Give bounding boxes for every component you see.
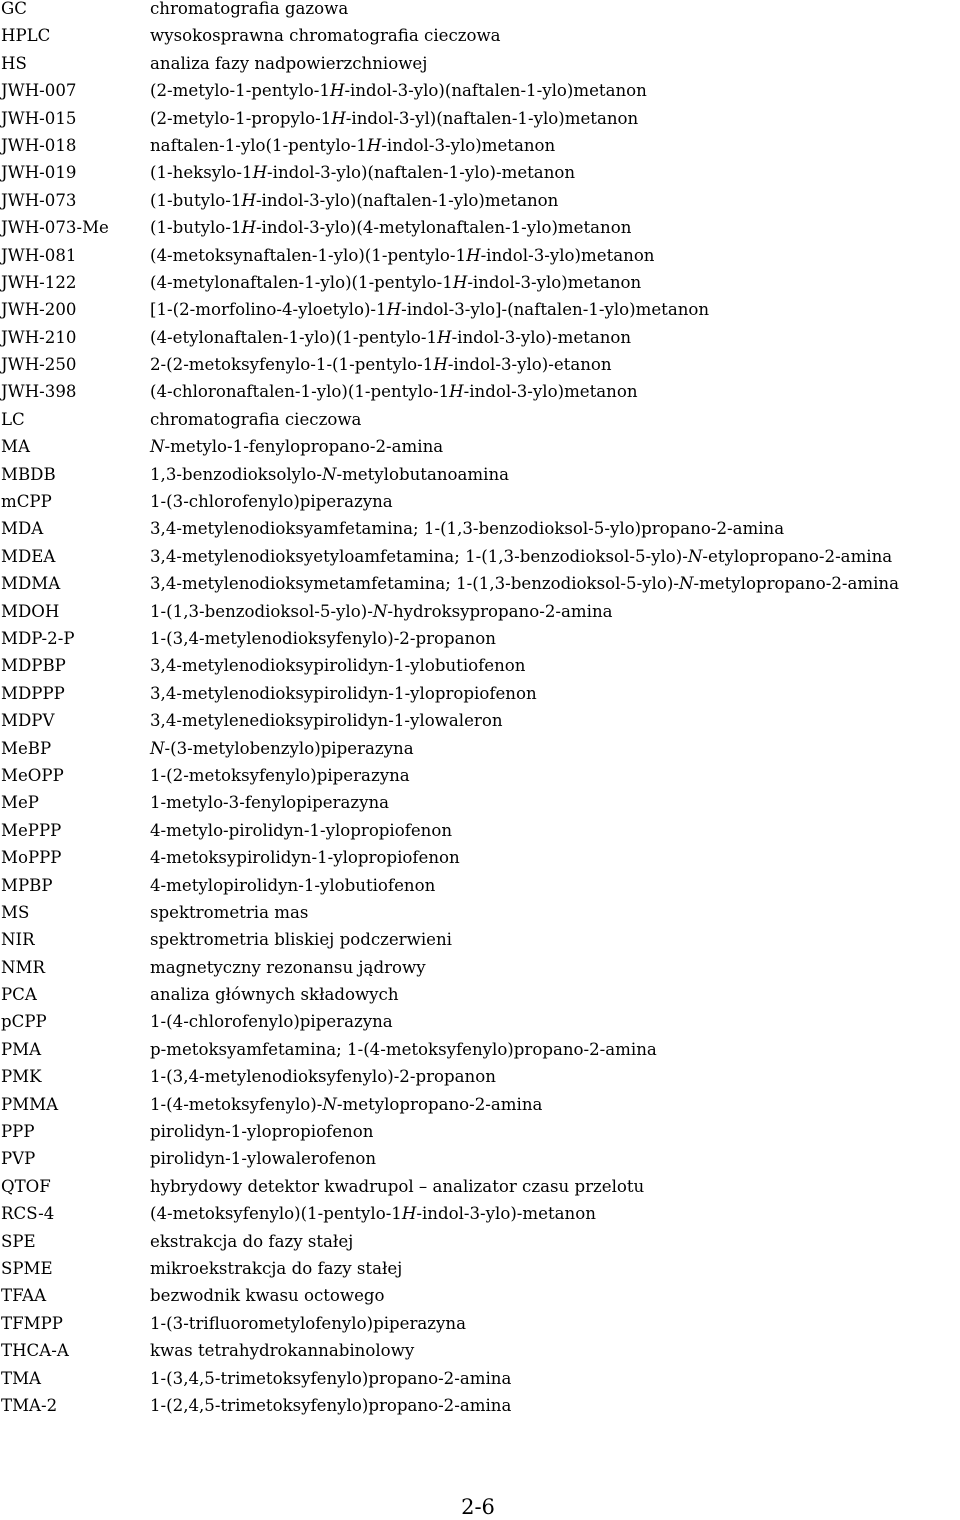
- abbreviation-row: [0, 1393, 960, 1420]
- abbreviation-definition: N-metylo-1-fenylopropano-2-amina: [150, 437, 444, 457]
- abbreviation-definition: mikroekstrakcja do fazy stałej: [150, 1258, 403, 1278]
- abbreviation-definition: 1-(3-trifluorometylofenylo)piperazyna: [150, 1313, 466, 1333]
- abbreviation-definition: 3,4-metylenodioksypirolidyn-1-ylobutiofenon: [150, 656, 526, 676]
- abbreviation-row: [0, 379, 960, 406]
- abbreviation-definition: naftalen-1-ylo(1-pentylo-1H-indol-3-ylo)metanon: [150, 135, 556, 155]
- abbreviation-term: JWH-019: [1, 163, 77, 183]
- abbreviation-row: [0, 516, 960, 543]
- abbreviation-term: MeP: [1, 793, 39, 813]
- abbreviation-term: MA: [1, 437, 30, 457]
- abbreviation-row: [0, 1338, 960, 1365]
- abbreviation-term: PVP: [1, 1149, 36, 1169]
- abbreviation-term: HPLC: [1, 26, 51, 46]
- abbreviation-definition: 1-(3-chlorofenylo)piperazyna: [150, 492, 393, 512]
- abbreviation-row: [0, 544, 960, 571]
- abbreviation-row: [0, 1092, 960, 1119]
- abbreviation-term: JWH-200: [1, 300, 77, 320]
- abbreviation-row: [0, 297, 960, 324]
- abbreviation-row: [0, 1174, 960, 1201]
- abbreviation-term: JWH-122: [1, 272, 77, 292]
- abbreviation-definition: spektrometria mas: [150, 902, 309, 922]
- abbreviation-definition: (1-butylo-1H-indol-3-ylo)(naftalen-1-ylo)metanon: [150, 190, 559, 210]
- abbreviation-definition: 1-(4-chlorofenylo)piperazyna: [150, 1012, 393, 1032]
- abbreviation-term: TMA: [1, 1368, 42, 1388]
- abbreviation-definition: (2-metylo-1-pentylo-1H-indol-3-ylo)(naftalen-1-ylo)metanon: [150, 81, 647, 101]
- abbreviation-term: MDPBP: [1, 656, 66, 676]
- abbreviation-row: [0, 790, 960, 817]
- abbreviation-row: [0, 270, 960, 297]
- abbreviation-row: [0, 1009, 960, 1036]
- abbreviation-term: MPBP: [1, 875, 53, 895]
- abbreviation-row: [0, 352, 960, 379]
- abbreviation-row: [0, 0, 960, 23]
- abbreviation-definition: chromatografia gazowa: [150, 0, 349, 18]
- abbreviation-definition: (4-metylonaftalen-1-ylo)(1-pentylo-1H-indol-3-ylo)metanon: [150, 272, 642, 292]
- abbreviation-definition: 1-(1,3-benzodioksol-5-ylo)-N-hydroksypropano-2-amina: [150, 601, 613, 621]
- abbreviation-term: LC: [1, 409, 25, 429]
- abbreviation-term: MS: [1, 902, 30, 922]
- abbreviation-term: PCA: [1, 985, 37, 1005]
- abbreviation-row: [0, 160, 960, 187]
- abbreviation-definition: ekstrakcja do fazy stałej: [150, 1231, 354, 1251]
- abbreviation-term: RCS-4: [1, 1204, 55, 1224]
- abbreviation-row: [0, 325, 960, 352]
- abbreviation-term: MDMA: [1, 574, 61, 594]
- abbreviation-row: [0, 571, 960, 598]
- abbreviation-row: [0, 407, 960, 434]
- abbreviation-row: [0, 763, 960, 790]
- abbreviation-term: NIR: [1, 930, 35, 950]
- abbreviation-row: [0, 23, 960, 50]
- abbreviation-row: [0, 1064, 960, 1091]
- abbreviation-definition: analiza fazy nadpowierzchniowej: [150, 53, 428, 73]
- abbreviation-row: [0, 653, 960, 680]
- abbreviation-row: [0, 626, 960, 653]
- abbreviation-definition: 2-(2-metoksyfenylo-1-(1-pentylo-1H-indol-3-ylo)-etanon: [150, 355, 612, 375]
- abbreviation-term: QTOF: [1, 1176, 51, 1196]
- abbreviation-term: JWH-398: [1, 382, 77, 402]
- abbreviation-term: MePPP: [1, 820, 62, 840]
- abbreviation-definition: hybrydowy detektor kwadrupol – analizator czasu przelotu: [150, 1176, 645, 1196]
- abbreviation-definition: (4-etylonaftalen-1-ylo)(1-pentylo-1H-indol-3-ylo)-metanon: [150, 327, 632, 347]
- abbreviation-definition: 1-(3,4-metylenodioksyfenylo)-2-propanon: [150, 1067, 496, 1087]
- abbreviation-term: JWH-018: [1, 135, 77, 155]
- abbreviation-definition: 3,4-metylenodioksyetyloamfetamina; 1-(1,3-benzodioksol-5-ylo)-N-etylopropano-2-amina: [150, 546, 893, 566]
- abbreviation-definition: chromatografia cieczowa: [150, 409, 362, 429]
- abbreviation-definition: (4-metoksyfenylo)(1-pentylo-1H-indol-3-ylo)-metanon: [150, 1204, 596, 1224]
- abbreviation-definition: kwas tetrahydrokannabinolowy: [150, 1341, 415, 1361]
- abbreviation-row: [0, 1283, 960, 1310]
- abbreviation-term: SPME: [1, 1258, 53, 1278]
- abbreviation-term: TFMPP: [1, 1313, 63, 1333]
- abbreviation-row: [0, 1229, 960, 1256]
- abbreviation-term: PMA: [1, 1039, 42, 1059]
- abbreviation-definition: 1-(4-metoksyfenylo)-N-metylopropano-2-amina: [150, 1094, 543, 1114]
- abbreviation-term: MDPV: [1, 711, 55, 731]
- abbreviation-row: [0, 1146, 960, 1173]
- abbreviation-term: MDEA: [1, 546, 56, 566]
- abbreviation-definition: 3,4-metylenodioksyamfetamina; 1-(1,3-benzodioksol-5-ylo)propano-2-amina: [150, 519, 785, 539]
- abbreviation-definition: N-(3-metylobenzylo)piperazyna: [150, 738, 414, 758]
- abbreviation-definition: 1-(2,4,5-trimetoksyfenylo)propano-2-amina: [150, 1395, 512, 1415]
- abbreviation-term: JWH-073: [1, 190, 77, 210]
- abbreviation-row: [0, 900, 960, 927]
- abbreviation-term: JWH-250: [1, 355, 77, 375]
- abbreviation-row: [0, 736, 960, 763]
- abbreviation-term: THCA-A: [1, 1341, 69, 1361]
- abbreviation-term: JWH-073-Me: [1, 218, 109, 238]
- abbreviation-term: pCPP: [1, 1012, 47, 1032]
- abbreviation-definition: 1-(2-metoksyfenylo)piperazyna: [150, 765, 410, 785]
- abbreviation-term: TMA-2: [1, 1395, 58, 1415]
- abbreviation-term: mCPP: [1, 492, 52, 512]
- abbreviation-row: [0, 955, 960, 982]
- abbreviation-row: [0, 845, 960, 872]
- abbreviation-term: MDOH: [1, 601, 60, 621]
- abbreviation-definition: 1-(3,4-metylenodioksyfenylo)-2-propanon: [150, 628, 496, 648]
- abbreviation-term: SPE: [1, 1231, 36, 1251]
- abbreviation-definition: 1-metylo-3-fenylopiperazyna: [150, 793, 390, 813]
- abbreviation-definition: analiza głównych składowych: [150, 985, 399, 1005]
- abbreviation-definition: 3,4-metylenodioksymetamfetamina; 1-(1,3-benzodioksol-5-ylo)-N-metylopropano-2-amina: [150, 574, 899, 594]
- abbreviation-definition: (2-metylo-1-propylo-1H-indol-3-yl)(naftalen-1-ylo)metanon: [150, 108, 639, 128]
- abbreviation-row: [0, 243, 960, 270]
- abbreviation-term: JWH-081: [1, 245, 77, 265]
- abbreviation-definition: (1-butylo-1H-indol-3-ylo)(4-metylonaftalen-1-ylo)metanon: [150, 218, 632, 238]
- abbreviation-row: [0, 708, 960, 735]
- abbreviation-definition: 4-metylo-pirolidyn-1-ylopropiofenon: [150, 820, 453, 840]
- abbreviation-row: [0, 599, 960, 626]
- abbreviation-term: JWH-015: [1, 108, 77, 128]
- abbreviation-definition: (1-heksylo-1H-indol-3-ylo)(naftalen-1-ylo)-metanon: [150, 163, 576, 183]
- abbreviation-term: HS: [1, 53, 27, 73]
- abbreviation-term: MBDB: [1, 464, 56, 484]
- abbreviation-definition: 4-metoksypirolidyn-1-ylopropiofenon: [150, 848, 460, 868]
- abbreviation-row: [0, 188, 960, 215]
- abbreviation-definition: (4-metoksynaftalen-1-ylo)(1-pentylo-1H-indol-3-ylo)metanon: [150, 245, 655, 265]
- abbreviation-definition: magnetyczny rezonansu jądrowy: [150, 957, 426, 977]
- abbreviation-row: [0, 133, 960, 160]
- abbreviation-definition: spektrometria bliskiej podczerwieni: [150, 930, 452, 950]
- abbreviation-row: [0, 818, 960, 845]
- abbreviation-term: MeOPP: [1, 765, 64, 785]
- abbreviation-definition: (4-chloronaftalen-1-ylo)(1-pentylo-1H-indol-3-ylo)metanon: [150, 382, 638, 402]
- abbreviation-row: [0, 927, 960, 954]
- abbreviation-definition: 3,4-metylenedioksypirolidyn-1-ylowaleron: [150, 711, 503, 731]
- abbreviation-definition: 1-(3,4,5-trimetoksyfenylo)propano-2-amina: [150, 1368, 512, 1388]
- abbreviation-definition: 4-metylopirolidyn-1-ylobutiofenon: [150, 875, 436, 895]
- abbreviation-row: [0, 982, 960, 1009]
- abbreviation-term: MDA: [1, 519, 44, 539]
- abbreviation-definition: [1-(2-morfolino-4-yloetylo)-1H-indol-3-ylo]-(naftalen-1-ylo)metanon: [150, 300, 710, 320]
- abbreviation-row: [0, 462, 960, 489]
- abbreviation-term: MDPPP: [1, 683, 65, 703]
- abbreviation-term: PMMA: [1, 1094, 59, 1114]
- abbreviation-definition: pirolidyn-1-ylowalerofenon: [150, 1149, 377, 1169]
- abbreviation-row: [0, 489, 960, 516]
- abbreviation-row: [0, 1201, 960, 1228]
- abbreviation-row: [0, 434, 960, 461]
- abbreviation-row: [0, 1037, 960, 1064]
- abbreviation-row: [0, 1366, 960, 1393]
- abbreviation-term: PMK: [1, 1067, 42, 1087]
- abbreviation-term: JWH-007: [1, 81, 77, 101]
- abbreviation-row: [0, 215, 960, 242]
- abbreviation-row: [0, 1119, 960, 1146]
- abbreviation-row: [0, 1311, 960, 1338]
- abbreviation-term: MoPPP: [1, 848, 62, 868]
- abbreviation-row: [0, 106, 960, 133]
- abbreviation-term: GC: [1, 0, 27, 18]
- abbreviation-term: JWH-210: [1, 327, 77, 347]
- abbreviation-definition: bezwodnik kwasu octowego: [150, 1286, 385, 1306]
- abbreviation-term: MDP-2-P: [1, 628, 75, 648]
- abbreviation-term: NMR: [1, 957, 46, 977]
- abbreviation-definition: pirolidyn-1-ylopropiofenon: [150, 1122, 374, 1142]
- abbreviation-definition: 1,3-benzodioksolylo-N-metylobutanoamina: [150, 464, 510, 484]
- abbreviation-definition: 3,4-metylenodioksypirolidyn-1-ylopropiofenon: [150, 683, 537, 703]
- abbreviation-row: [0, 1256, 960, 1283]
- abbreviation-row: [0, 681, 960, 708]
- abbreviation-row: [0, 51, 960, 78]
- abbreviation-term: MeBP: [1, 738, 52, 758]
- abbreviation-term: PPP: [1, 1122, 35, 1142]
- abbreviation-term: TFAA: [1, 1286, 47, 1306]
- abbreviation-definition: p-metoksyamfetamina; 1-(4-metoksyfenylo)propano-2-amina: [150, 1039, 657, 1059]
- page-number: 2-6: [461, 1495, 495, 1519]
- abbreviation-definition: wysokosprawna chromatografia cieczowa: [150, 26, 501, 46]
- abbreviation-row: [0, 78, 960, 105]
- abbreviation-row: [0, 873, 960, 900]
